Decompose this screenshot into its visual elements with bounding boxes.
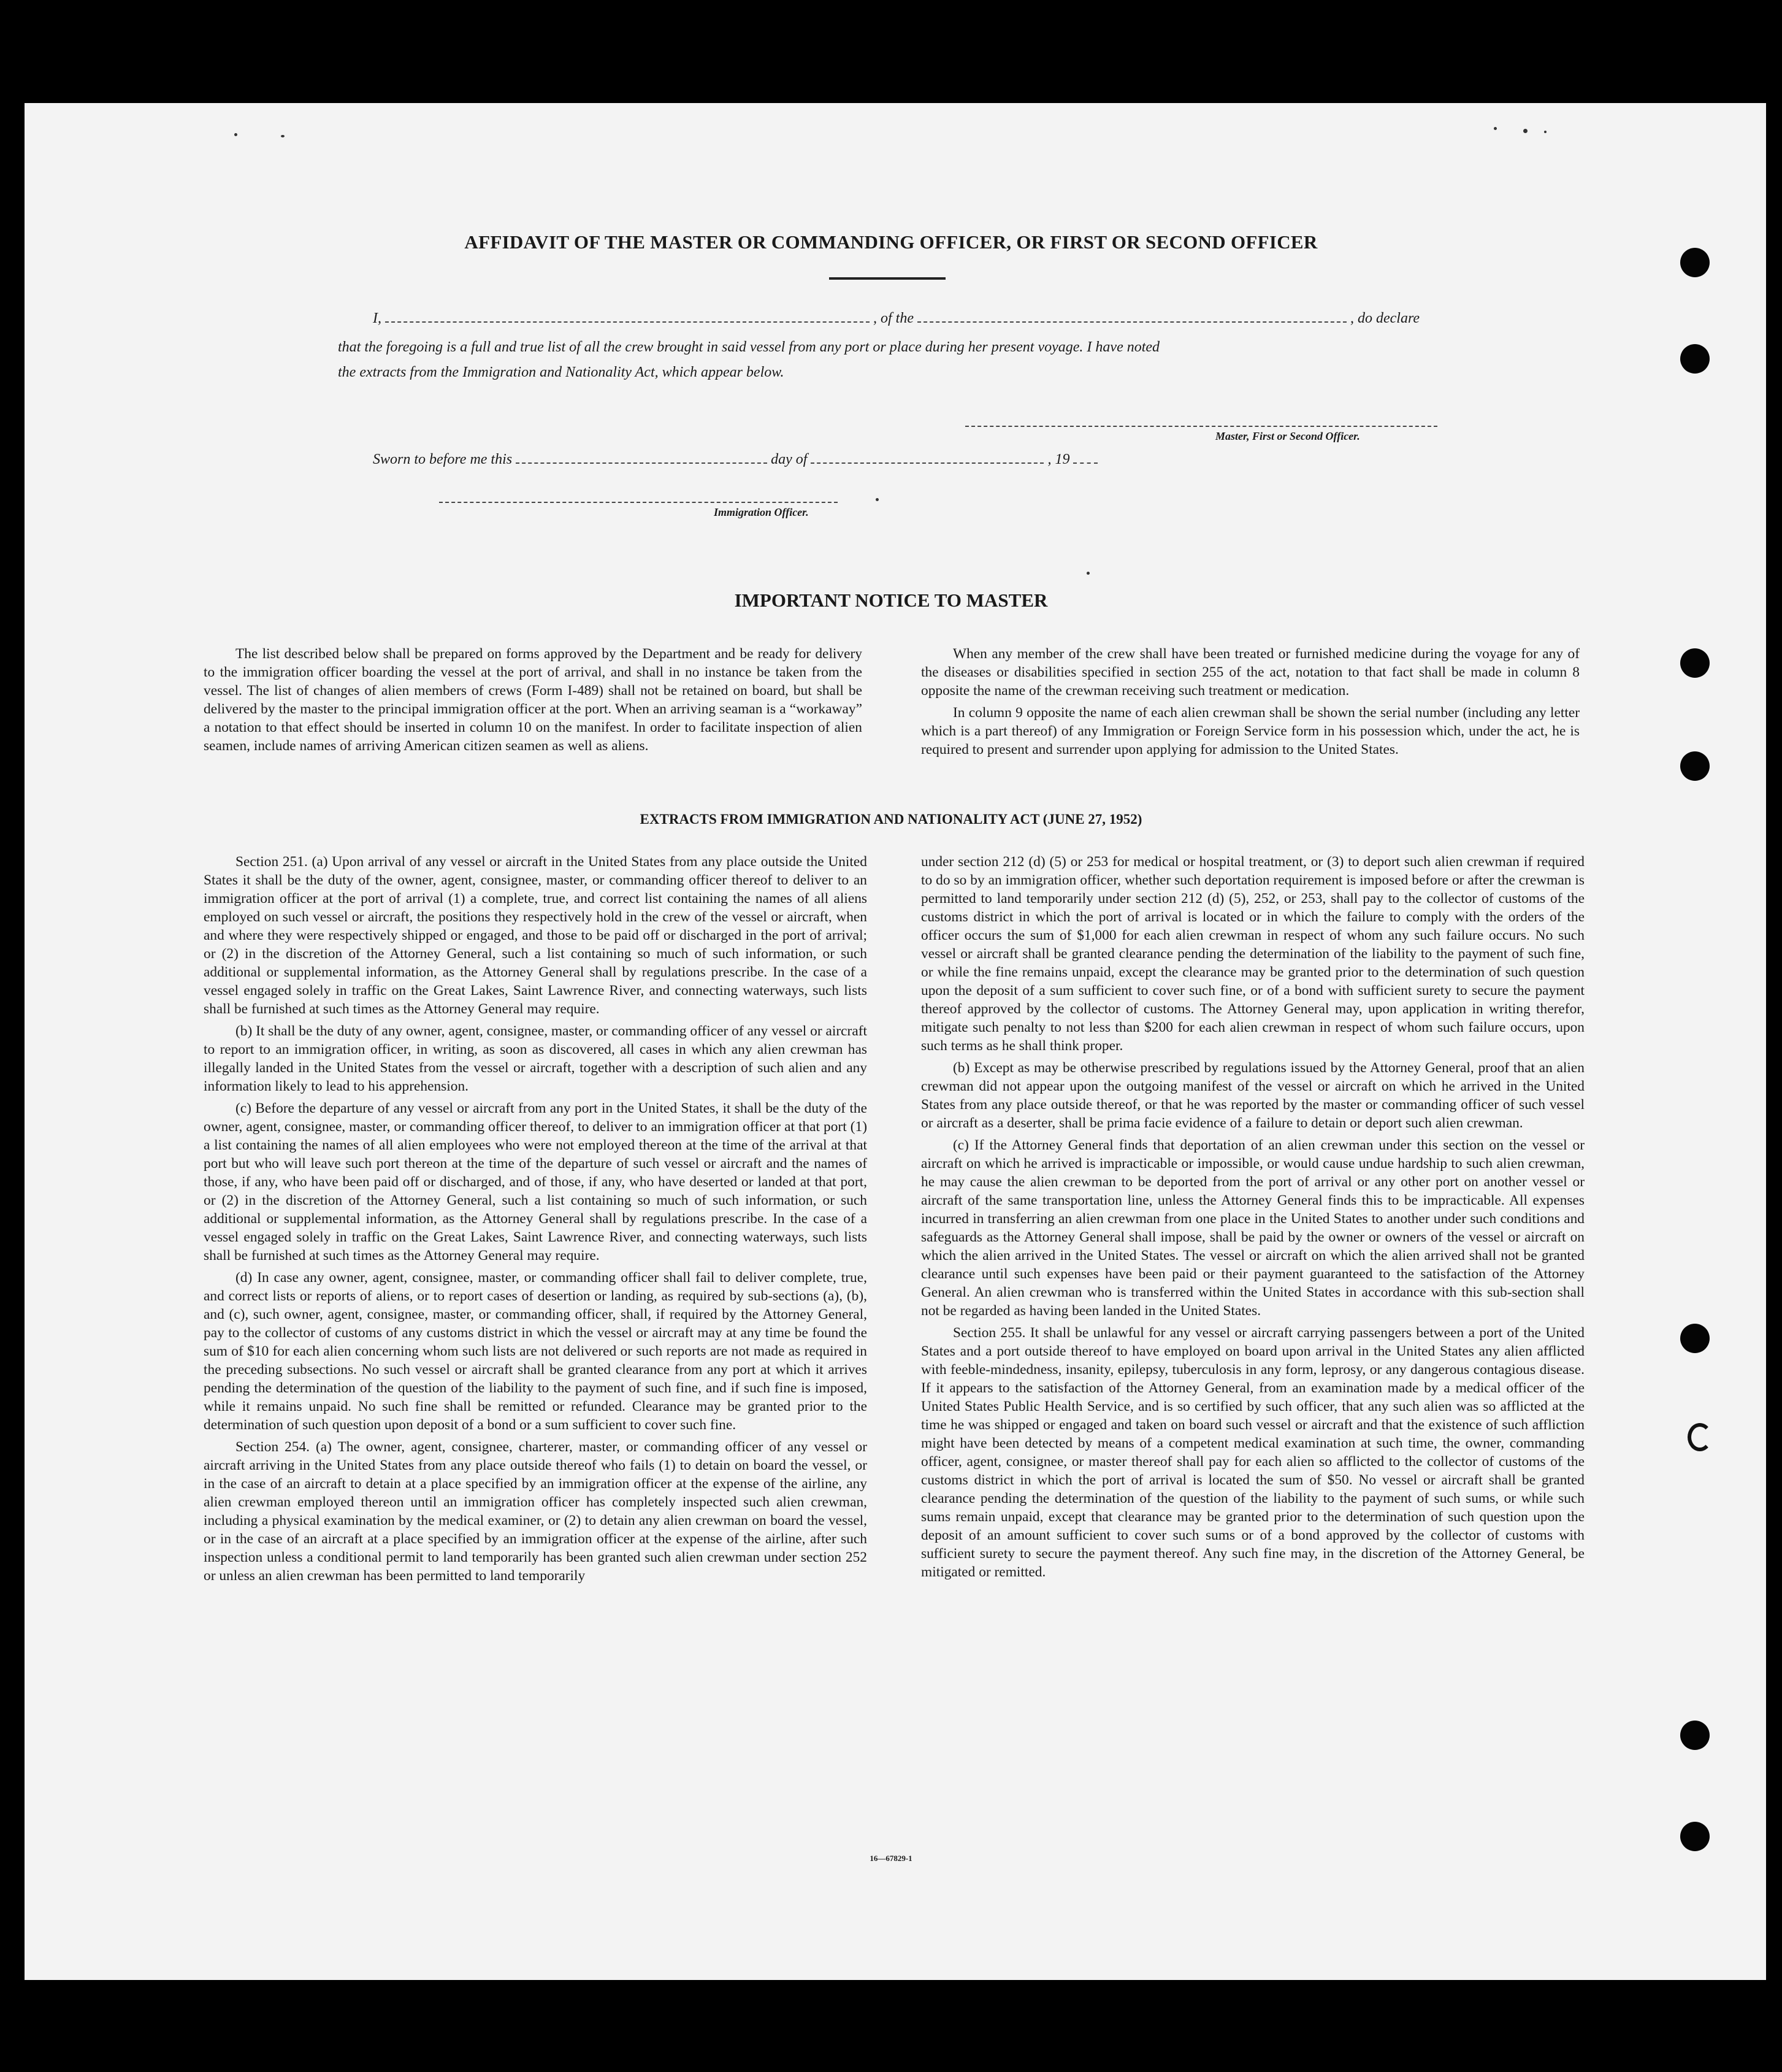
master-signature-field[interactable] — [965, 426, 1437, 427]
sworn-year-label: , 19 — [1047, 451, 1070, 467]
scan-speck — [1544, 131, 1547, 133]
scan-speck — [876, 498, 879, 501]
officer-signature-field[interactable] — [439, 502, 838, 503]
section-paragraph: (b) Except as may be otherwise prescribed by regulations issued by the Attorney General, proof that an alien crewman did not appear upon the outgoing manifest of the vessel or aircraft on which he arrived in the United States from any place outside thereof, or that he was reported by the master or commanding officer of such vessel or aircraft as a deserter, shall be prima facie evidence of a failure to detain or deport such alien crewman. — [921, 1060, 1585, 1131]
section-paragraph: under section 212 (d) (5) or 253 for medical or hospital treatment, or (3) to deport such alien crewman if required to do so by an immigration officer, whether such deportation requirement is imposed before or after the crewman is permitted to land temporarily under section 212 (d) (5), 252, or 253, shall pay to the collector of customs of the customs district in which the port of arrival is located or in which the failure to comply with the orders of the officer occurs the sum of $1,000 for each alien crewman in respect of whom any such failure occurs. No such vessel or aircraft shall be granted clearance pending the determination of the liability to the payment of such fine, or while the fine remains unpaid, except the clearance may be granted prior to the determination of such question upon the deposit of a sum sufficient to cover such fine, or of a bond with sufficient surety to secure the payment thereof approved by the collector of customs. The Attorney General may, upon application in writing therefor, mitigate such penalty to not less than $200 for each alien crewman in respect of whom such failure occurs, upon such terms as he shall think proper. — [921, 854, 1585, 1054]
punch-hole — [1680, 648, 1710, 678]
punch-hole — [1680, 1324, 1710, 1353]
day-of-label: day of — [771, 451, 808, 467]
notice-left-column — [204, 645, 862, 759]
notice-paragraph: When any member of the crew shall have been treated or furnished medicine during the voyage for any of the diseases or disabilities specified in section 255 of the act, notation to that fact shall be made in column 8 opposite the name of the crewman receiving such treatment or medication. — [921, 646, 1580, 699]
sworn-line — [373, 451, 1098, 468]
sworn-day-field[interactable] — [516, 451, 767, 464]
form-number: 16—67829-1 — [870, 1854, 912, 1863]
notice-title: IMPORTANT NOTICE TO MASTER — [734, 589, 1048, 611]
notice-paragraph: The list described below shall be prepared on forms approved by the Department and be ready for delivery to the immigration officer boarding the vessel at the port of arrival, and shall in no instance be taken from the vessel. The list of changes of alien members of crews (Form I-489) shall not be retained on board, but shall be delivered by the master to the principal immigration officer at the port. When an arriving seaman is a “workaway” a notation to that effect should be inserted in column 10 on the manifest. In order to facilitate inspection of alien seamen, include names of arriving American citizen seamen as well as aliens. — [204, 646, 862, 754]
extracts-title: EXTRACTS FROM IMMIGRATION AND NATIONALITY ACT (JUNE 27, 1952) — [640, 812, 1142, 827]
section-paragraph: (d) In case any owner, agent, consignee, master, or commanding officer shall fail to deliver complete, true, and correct lists or reports of aliens, or to report cases of desertion or landing, as required by sub-sections (a), (b), and (c), such owner, agent, consignee, master, or commanding officer, shall, if required by the Attorney General, pay to the collector of customs of any customs district in which the vessel or aircraft may at any time be found the sum of $10 for each alien concerning whom such lists are not delivered or such reports are not made as required in the preceding subsections. No such vessel or aircraft shall be granted clearance from any port at which it arrives pending the determination of the question of the liability to the payment of such fine, and if such fine is imposed, while it remains unpaid. No such fine shall be remitted or refunded. Clearance may be granted prior to the determination of such question upon deposit of a bond or a sum sufficient to cover such fine. — [204, 1270, 867, 1433]
scan-speck — [281, 135, 285, 137]
section-paragraph: (c) Before the departure of any vessel or aircraft from any port in the United States, it shall be the duty of the owner, agent, consignee, master, or commanding officer thereof, to deliver to an immigration officer at that port (1) a list containing the names of all alien employees who were not employed thereon at the time of the arrival at that port but who will leave such port thereon at the time of the departure of such vessel or aircraft and the names of those, if any, who have been paid off or discharged, and of those, if any, who have deserted or landed at that port, or (2) in the discretion of the Attorney General, such a list containing so much of such information, or such additional or supplemental information, as the Attorney General shall by regulations prescribe. In the case of a vessel engaged solely in traffic on the Great Lakes, Saint Lawrence River, and connecting waterways, such lists shall be furnished at such times as the Attorney General may require. — [204, 1100, 867, 1264]
notice-paragraph: In column 9 opposite the name of each alien crewman shall be shown the serial number (including any letter which is a part thereof) of any Immigration or Foreign Service form in his possession which, under the act, he is required to present and surrender upon applying for admission to the United States. — [921, 705, 1580, 758]
master-signature-caption: Master, First or Second Officer. — [1215, 430, 1360, 442]
sworn-month-field[interactable] — [811, 451, 1044, 464]
declarant-name-field[interactable] — [385, 310, 870, 323]
section-paragraph: Section 254. (a) The owner, agent, consignee, charterer, master, or commanding officer of any vessel or aircraft arriving in the United States from any place outside thereof who fails (1) to detain on board the vessel, or in the case of an aircraft to detain at a place specified by an immigration officer at the expense of the airline, any alien crewman employed thereon until an immigration officer has completely inspected such alien crewman, including a physical examination by the medical examiner, or (2) to detain any alien crewman on board the vessel, or in the case of an aircraft at a place specified by an immigration officer at the expense of the airline, after such inspection unless a conditional permit to land temporarily has been granted such alien crewman under section 252 or unless an alien crewman has been permitted to land temporarily — [204, 1439, 867, 1584]
declaration-text-2: that the foregoing is a full and true list of all the crew brought in said vessel from any port or place during her present voyage. I have noted — [338, 339, 1160, 355]
of-the-label: , of the — [873, 310, 914, 326]
officer-signature-caption: Immigration Officer. — [714, 506, 809, 518]
sworn-prefix: Sworn to before me this — [373, 451, 513, 467]
vessel-name-field[interactable] — [917, 310, 1347, 323]
declaration-line — [373, 310, 1420, 327]
punch-hole — [1680, 751, 1710, 781]
scan-speck — [1087, 572, 1090, 575]
sworn-year-field[interactable] — [1073, 451, 1098, 464]
punch-hole — [1680, 1822, 1710, 1851]
section-paragraph: Section 255. It shall be unlawful for any vessel or aircraft carrying passengers between a port of the United States and a port outside thereof to have employed on board upon arrival in the United States any alien afflicted with feeble-mindedness, insanity, epilepsy, tuberculosis in any form, leprosy, or any dangerous contagious disease. If it appears to the satisfaction of the Attorney General, from an examination made by a medical officer of the United States Public Health Service, and is so certified by such officer, that any such alien was so afflicted at the time he was shipped or engaged and taken on board such vessel or aircraft and that the existence of such affliction might have been detected by means of a competent medical examination at such time, the owner, commanding officer, agent, consignee, or master thereof shall pay for each alien so afflicted to the collector of customs of the customs district in which the port of arrival is located the sum of $50. No vessel or aircraft shall be granted clearance pending the determination of the question of the liability to the payment of such sums, or while such sums remain unpaid, except that clearance may be granted prior to the determination of such question upon the deposit of an amount sufficient to cover such sums or of a bond approved by the collector of customs with sufficient surety to secure the payment thereof. Any such fine may, in the discretion of the Attorney General, be mitigated or remitted. — [921, 1325, 1585, 1580]
section-paragraph: Section 251. (a) Upon arrival of any vessel or aircraft in the United States from any place outside the United States it shall be the duty of the owner, agent, consignee, master, or commanding officer thereof to deliver to an immigration officer at the port of arrival (1) a complete, true, and correct list containing the names of all aliens employed on such vessel or aircraft, the positions they respectively hold in the crew of the vessel or aircraft, when and where they were respectively shipped or engaged, and those to be paid off or discharged in the port of arrival; or (2) in the discretion of the Attorney General, such a list containing so much of such information, or such additional or supplemental information, as the Attorney General shall by regulations prescribe. In the case of a vessel engaged solely in traffic on the Great Lakes, Saint Lawrence River, and connecting waterways, such lists shall be furnished at such times as the Attorney General may require. — [204, 854, 867, 1017]
scan-speck — [1523, 129, 1528, 133]
title-underline — [829, 277, 946, 280]
affidavit-title: AFFIDAVIT OF THE MASTER OR COMMANDING OFFICER, OR FIRST OR SECOND OFFICER — [464, 231, 1318, 253]
extracts-left-column — [204, 853, 867, 1589]
punch-hole — [1680, 1721, 1710, 1750]
section-paragraph: (c) If the Attorney General finds that deportation of an alien crewman under this section on the vessel or aircraft on which he arrived is impracticable or impossible, or would cause undue hardship to such alien crewman, he may cause the alien crewman to be deported from the port of arrival or any other port on another vessel or aircraft of the same transportation line, unless the Attorney General finds this to be impracticable. All expenses incurred in transferring an alien crewman from one place in the United States to another under such conditions and safeguards as the Attorney General shall impose, shall be paid by the owner or owners of the vessel or aircraft on which the alien arrived in the United States. The vessel or aircraft on which the alien arrived shall not be granted clearance until such expenses have been paid or their payment guaranteed to the satisfaction of the Attorney General. An alien crewman who is transferred within the United States in accordance with this sub-section shall not be regarded as having been landed in the United States. — [921, 1137, 1585, 1319]
section-paragraph: (b) It shall be the duty of any owner, agent, consignee, master, or commanding officer of any vessel or aircraft to report to an immigration officer, in writing, as soon as discovered, all cases in which any alien crewman has illegally landed in the United States from the vessel or aircraft, together with a description of such alien and any information likely to lead to his apprehension. — [204, 1023, 867, 1094]
punch-hole — [1680, 344, 1710, 374]
declarant-prefix: I, — [373, 310, 381, 326]
notice-right-column — [921, 645, 1580, 762]
extracts-right-column — [921, 853, 1585, 1585]
punch-hole-partial — [1688, 1423, 1712, 1451]
scan-speck — [1494, 127, 1497, 130]
do-declare-label: , do declare — [1350, 310, 1420, 326]
scan-speck — [234, 133, 237, 136]
declaration-text-3: the extracts from the Immigration and Nationality Act, which appear below. — [338, 364, 784, 380]
